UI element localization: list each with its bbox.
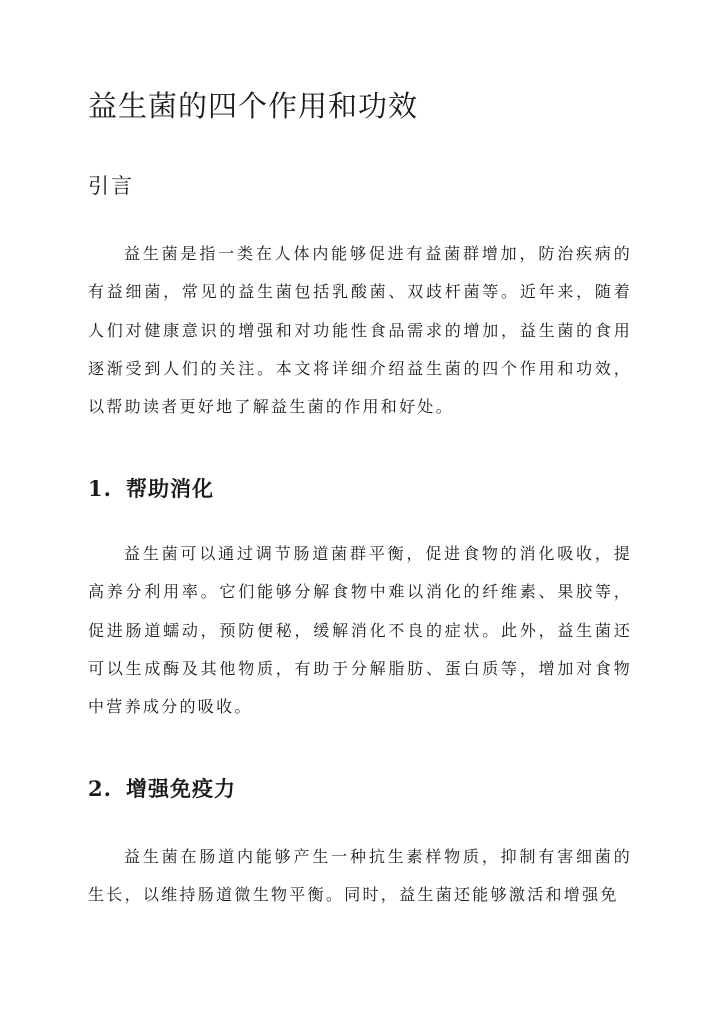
section-paragraph-immunity: 益生菌在肠道内能够产生一种抗生素样物质，抑制有害细菌的生长，以维持肠道微生物平衡。同时，益生菌还能够激活和增强免: [88, 847, 632, 905]
section-paragraph-introduction: 益生菌是指一类在人体内能够促进有益菌群增加，防治疾病的有益细菌，常见的益生菌包括乳酸菌、双歧杆菌等。近年来，随着人们对健康意识的增强和对功能性食品需求的增加，益生菌的食用逐渐受到人们的关注。本文将详细介绍益生菌的四个作用和功效，以帮助读者更好地了解益生菌的作用和好处。: [88, 244, 632, 417]
section-paragraph-digestion: 益生菌可以通过调节肠道菌群平衡，促进食物的消化吸收，提高养分利用率。它们能够分解食物中难以消化的纤维素、果胶等，促进肠道蠕动，预防便秘，缓解消化不良的症状。此外，益生菌还可以生成酶及其他物质，有助于分解脂肪、蛋白质等，增加对食物中营养成分的吸收。: [88, 544, 632, 717]
section-number: 1.: [88, 476, 112, 501]
section-heading-text: 帮助消化: [126, 476, 214, 501]
section-number: 2.: [88, 776, 112, 801]
section-heading-introduction: 引言: [88, 174, 134, 198]
section-heading-text: 增强免疫力: [126, 776, 236, 801]
section-heading-immunity: [88, 773, 236, 805]
document-title: 益生菌的四个作用和功效: [88, 89, 419, 123]
section-heading-digestion: [88, 473, 214, 505]
